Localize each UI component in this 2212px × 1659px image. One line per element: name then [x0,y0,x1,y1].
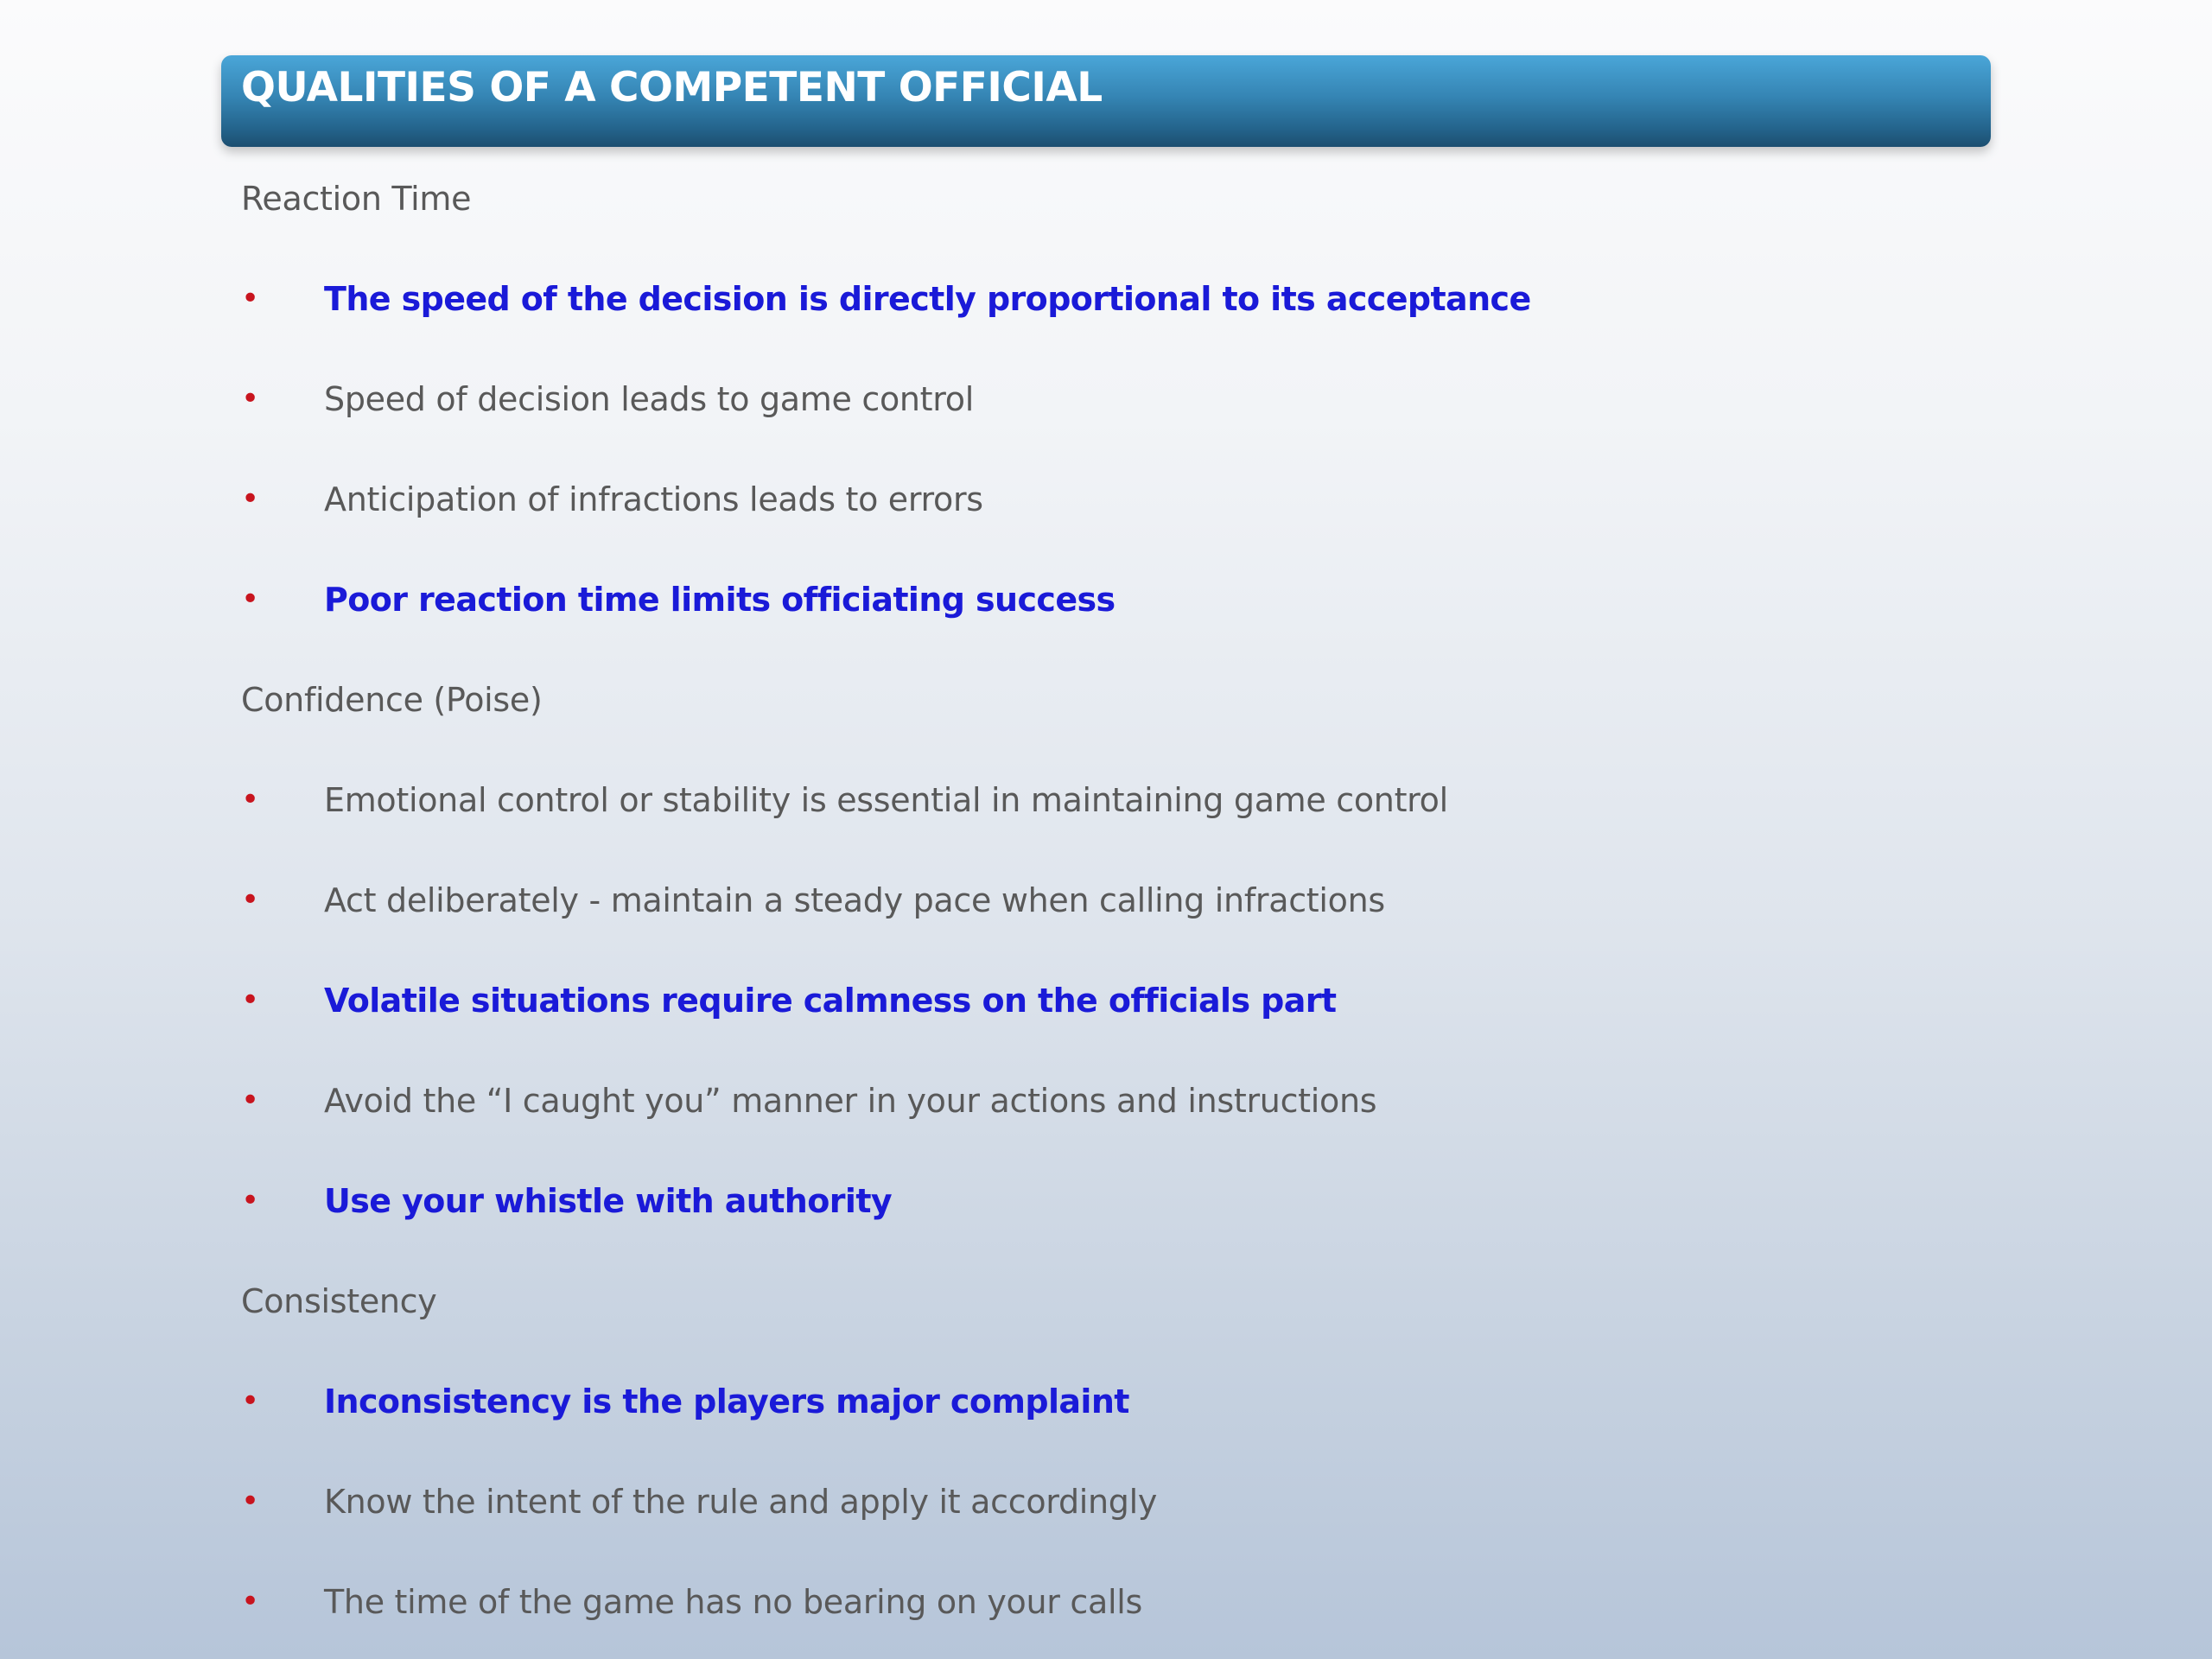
list-item-text: Volatile situations require calmness on the officials part [324,982,1337,1020]
bullet-icon: • [241,882,260,918]
bullet-icon: • [241,782,260,817]
bullet-icon: • [241,1584,260,1619]
list-item [241,1552,1969,1652]
slide-title-bar [221,55,1991,147]
list-item [241,349,1969,449]
section-heading-row [241,149,1969,249]
list-item-text: The speed of the decision is directly proportional to its acceptance [324,280,1531,318]
list-item [241,1051,1969,1151]
list-item [241,550,1969,650]
bullet-icon: • [241,582,260,617]
bullet-icon: • [241,982,260,1018]
section-heading-reaction-time: Reaction Time [241,180,472,218]
list-item-text: Avoid the “I caught you” manner in your actions and instructions [324,1082,1377,1120]
list-item-text: Act deliberately - maintain a steady pace when calling infractions [324,881,1385,919]
slide-content [241,149,1969,1652]
list-item-text: Anticipation of infractions leads to errors [324,480,983,518]
list-item [241,1351,1969,1452]
section-heading-consistency: Consistency [241,1282,437,1320]
list-item-text: Speed of decision leads to game control [324,380,974,418]
list-item [241,1151,1969,1251]
list-item [241,850,1969,950]
bullet-icon: • [241,381,260,416]
section-heading-confidence: Confidence (Poise) [241,681,543,719]
list-item-text: Inconsistency is the players major complaint [324,1382,1129,1421]
list-item [241,449,1969,550]
list-item [241,950,1969,1051]
bullet-icon: • [241,281,260,316]
list-item [241,1452,1969,1552]
bullet-icon: • [241,1083,260,1118]
bullet-icon: • [241,1383,260,1419]
bullet-icon: • [241,481,260,517]
list-item-text: Poor reaction time limits officiating success [324,581,1116,619]
list-item [241,750,1969,850]
list-item-text: Know the intent of the rule and apply it accordingly [324,1483,1158,1521]
bullet-icon: • [241,1484,260,1519]
list-item [241,249,1969,349]
section-heading-row [241,1251,1969,1351]
list-item-text: The time of the game has no bearing on your calls [324,1583,1142,1621]
section-heading-row [241,650,1969,750]
list-item-text: Emotional control or stability is essential in maintaining game control [324,781,1448,819]
slide-title: QUALITIES OF A COMPETENT OFFICIAL [241,64,1103,111]
bullet-icon: • [241,1183,260,1218]
list-item-text: Use your whistle with authority [324,1182,893,1220]
